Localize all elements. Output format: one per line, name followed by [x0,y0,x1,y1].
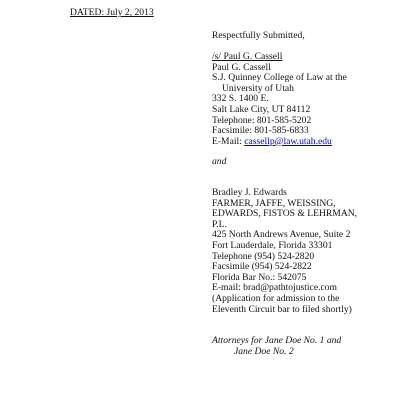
second-email-line: E-mail: brad@pathtojustice.com [212,282,337,294]
cassell-contact [212,52,392,147]
firm-line2: EDWARDS, FISTOS & LEHRMAN, [212,208,358,220]
edwards-contact [212,188,392,315]
institution-line2: University of Utah [222,82,294,94]
conjunction-text: and [212,156,227,167]
admission-note-line1: (Application for admission to the [212,292,340,304]
firm-line1: FARMER, JAFFE, WEISSING, [212,197,336,209]
attorneys-for-line1: Attorneys for Jane Doe No. 1 and [212,335,342,346]
second-telephone-line: Telephone (954) 524-2820 [212,250,315,262]
email-line [212,137,392,148]
institution-line1: S.J. Quinney College of Law at the [212,72,347,84]
closing-text: Respectfully Submitted, [212,30,305,41]
second-street-address: 425 North Andrews Avenue, Suite 2 [212,229,351,241]
admission-note-line2: Eleventh Circuit bar to filed shortly) [212,303,352,315]
email-label: E-Mail: [212,135,245,147]
email-link[interactable]: cassellp@law.utah.edu [244,135,332,147]
city-address: Salt Lake City, UT 84112 [212,103,311,115]
electronic-signature: /s/ Paul G. Cassell [212,51,283,62]
attorneys-for-line2: Jane Doe No. 2 [234,345,294,357]
dated-line: DATED: July 2, 2013 [70,7,154,18]
facsimile-line: Facsimile: 801-585-6833 [212,125,309,137]
attorneys-for-block [212,336,392,357]
signature-block [212,31,392,42]
street-address: 332 S. 1400 E. [212,93,269,105]
conjunction-block [212,157,392,168]
second-facsimile-line: Facsimile (954) 524-2822 [212,261,312,273]
telephone-line: Telephone: 801-585-5202 [212,114,312,126]
second-attorney-name: Bradley J. Edwards [212,187,287,198]
second-city-address: Fort Lauderdale, Florida 33301 [212,239,333,251]
firm-line3: P.L. [212,218,227,230]
bar-number-line: Florida Bar No.: 542075 [212,271,307,283]
attorney-name: Paul G. Cassell [212,61,271,73]
